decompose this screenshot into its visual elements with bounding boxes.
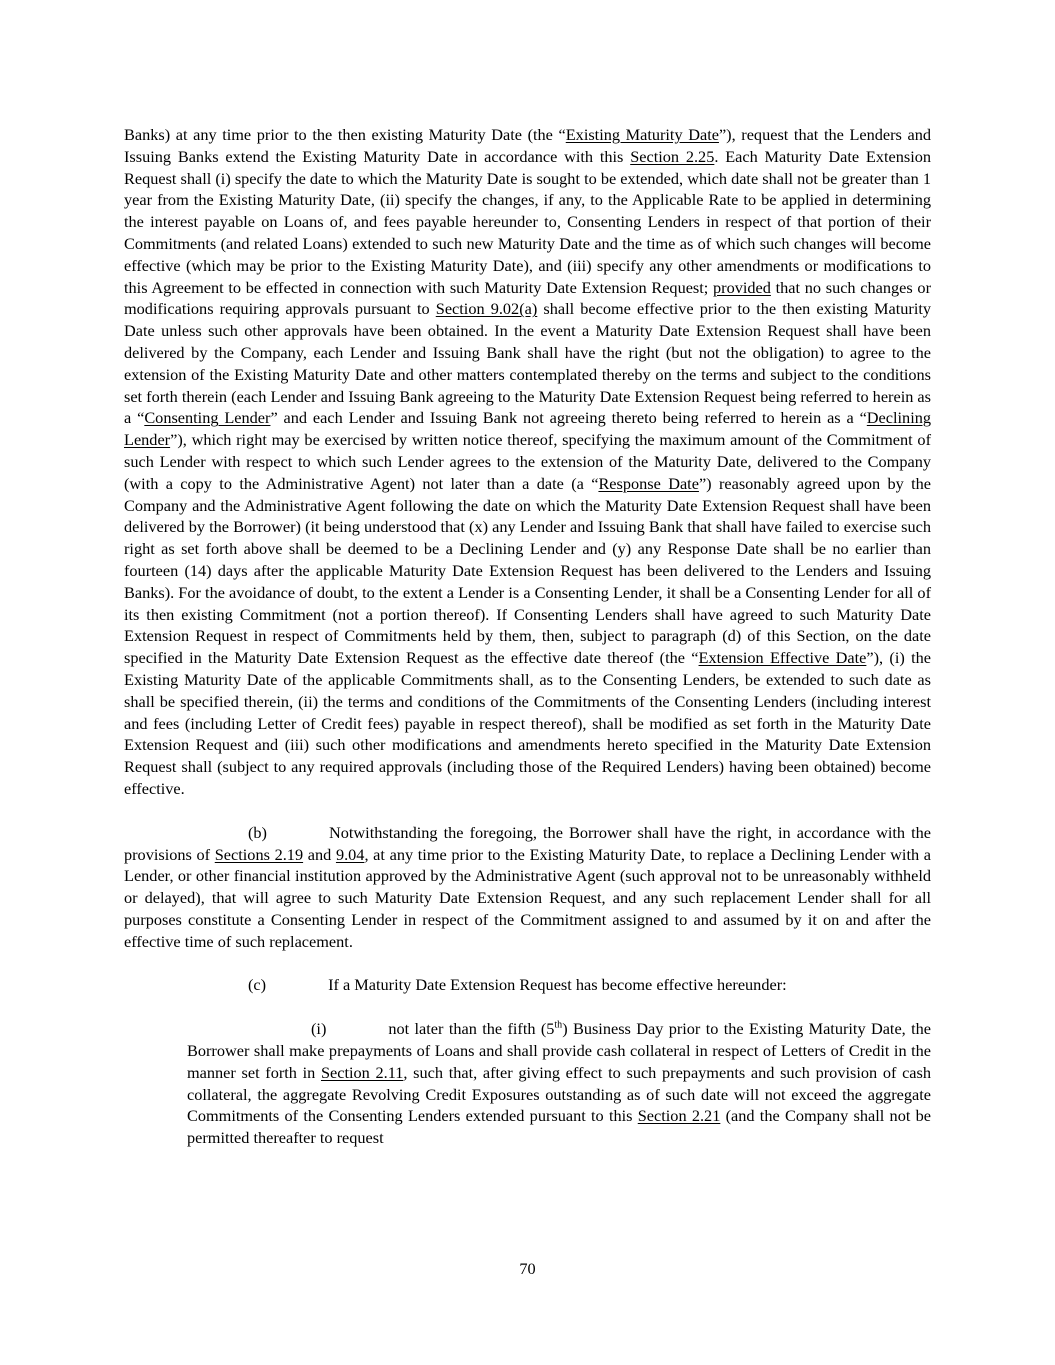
section-reference-2-19: Sections 2.19 xyxy=(214,844,304,864)
defined-term-response-date: Response Date xyxy=(598,473,699,493)
defined-term-existing-maturity-date: Existing Maturity Date xyxy=(565,125,719,144)
paragraph-a-continuation: Banks) at any time prior to the then existing Maturity Date (the “Existing Maturity Date”), request that the Lenders and Issuing Banks extend the Existing Maturity Date in accordance with this Section 2.25. Each Maturity Date Extension Request shall (i) specify the date to which the Maturity Date is sought to be extended, which date shall not be greater than 1 year from the Existing Maturity Date, (ii) specify the changes, if any, to the Applicable Rate to be applied in determining the interest payable on Loans of, and fees payable hereunder to, Consenting Lenders in respect of that portion of their Commitments (and related Loans) extended to such new Maturity Date and the time as of which such changes will become effective (which may be prior to the Existing Maturity Date), and (iii) specify any other amendments or modifications to this Agreement to be effected in connection with such Maturity Date Extension Request; provided that no such changes or modifications requiring approvals pursuant to Section 9.02(a) shall become effective prior to the then existing Maturity Date unless such other approvals have been obtained. In the event a Maturity Date Extension Request shall have been delivered by the Company, each Lender and Issuing Bank shall have the right (but not the obligation) to agree to the extension of the Existing Maturity Date and other matters contemplated thereby on the terms and subject to the conditions set forth therein (each Lender and Issuing Bank agreeing to the Maturity Date Extension Request being referred to herein as a “Consenting Lender” and each Lender and Issuing Bank not agreeing thereto being referred to herein as a “Declining Lender”), which right may be exercised by written notice thereof, specifying the maximum amount of the Commitment of such Lender with respect to which such Lender agrees to the extension of the Maturity Date, delivered to the Company (with a copy to the Administrative Agent) not later than a date (a “Response Date”) reasonably agreed upon by the Company and the Administrative Agent following the date on which the Maturity Date Extension Request shall have been delivered by the Borrower) (it being understood that (x) any Lender and Issuing Bank that shall have failed to exercise such right as set forth above shall be deemed to be a Declining Lender and (y) any Response Date shall be no earlier than fourteen (14) days after the applicable Maturity Date Extension Request has been delivered to the Lenders and Issuing Banks). For the avoidance of doubt, to the extent a Lender is a Consenting Lender, it shall be a Consenting Lender for all of its then existing Commitment (not a portion thereof). If Consenting Lenders shall have agreed to such Maturity Date Extension Request in respect of Commitments held by them, then, subject to paragraph (d) of this Section, on the date specified in the Maturity Date Extension Request as the effective date thereof (the “Extension Effective Date”), (i) the Existing Maturity Date of the applicable Commitments shall, as to the Consenting Lenders, be extended to such date as shall be specified therein, (ii) the terms and conditions of the Commitments of the Consenting Lenders (including interest and fees (including Letter of Credit fees) payable in respect thereof), shall be modified as set forth in the Maturity Date Extension Request and (iii) such other modifications and amendments hereto specified in the Maturity Date Extension Request shall (subject to any required approvals (including those of the Required Lenders) having been obtained) become effective. xyxy=(124,125,932,798)
defined-term-consenting-lender: Consenting Lender xyxy=(144,408,271,428)
paragraph-c-i: (i) not later than the fifth (5th) Business Day prior to the Existing Maturity Date, the Borrower shall make prepayments of Loans and shall provide cash collateral in respect of Letters of Credit in the manner set forth in Section 2.11, such that, after giving effect to such prepayments and such provision of cash collateral, the aggregate Revolving Credit Exposures outstanding as of such date will not exceed the aggregate Commitments of the Consenting Lenders extended pursuant to this Section 2.21 (and the Company shall not be permitted thereafter to request xyxy=(187,1019,932,1148)
section-reference-2-11: Section 2.11 xyxy=(320,1062,404,1082)
section-reference-2-21: Section 2.21 xyxy=(637,1106,721,1126)
paragraph-c-label: (c) xyxy=(248,975,267,995)
defined-term-extension-effective-date: Extension Effective Date xyxy=(698,648,867,668)
paragraph-b-label: (b) xyxy=(248,822,267,842)
defined-term-declining-lender: Declining Lender xyxy=(124,408,931,450)
paragraph-b: (b) Notwithstanding the foregoing, the Borrower shall have the right, in accordance with the provisions of Sections 2.19 and 9.04, at any time prior to the Existing Maturity Date, to replace a Declining Lender with a Lender, or other financial institution approved by the Administrative Agent (such approval not to be unreasonably withheld or delayed), that will agree to such Maturity Date Extension Request, and any such replacement Lender shall for all purposes constitute a Consenting Lender in respect of the Commitment assigned to and assumed by it on and after the effective time of such replacement. xyxy=(124,822,932,951)
document-body xyxy=(124,124,931,1149)
paragraph-c: (c) If a Maturity Date Extension Request has become effective hereunder: xyxy=(248,975,787,995)
provided-term: provided xyxy=(713,277,771,297)
section-reference-9-04: 9.04 xyxy=(335,844,365,864)
section-reference-9-02a: Section 9.02(a) xyxy=(435,299,538,319)
page-number: 70 xyxy=(519,1259,536,1278)
section-reference-2-25: Section 2.25 xyxy=(630,146,715,166)
paragraph-c-i-label: (i) xyxy=(311,1019,327,1039)
